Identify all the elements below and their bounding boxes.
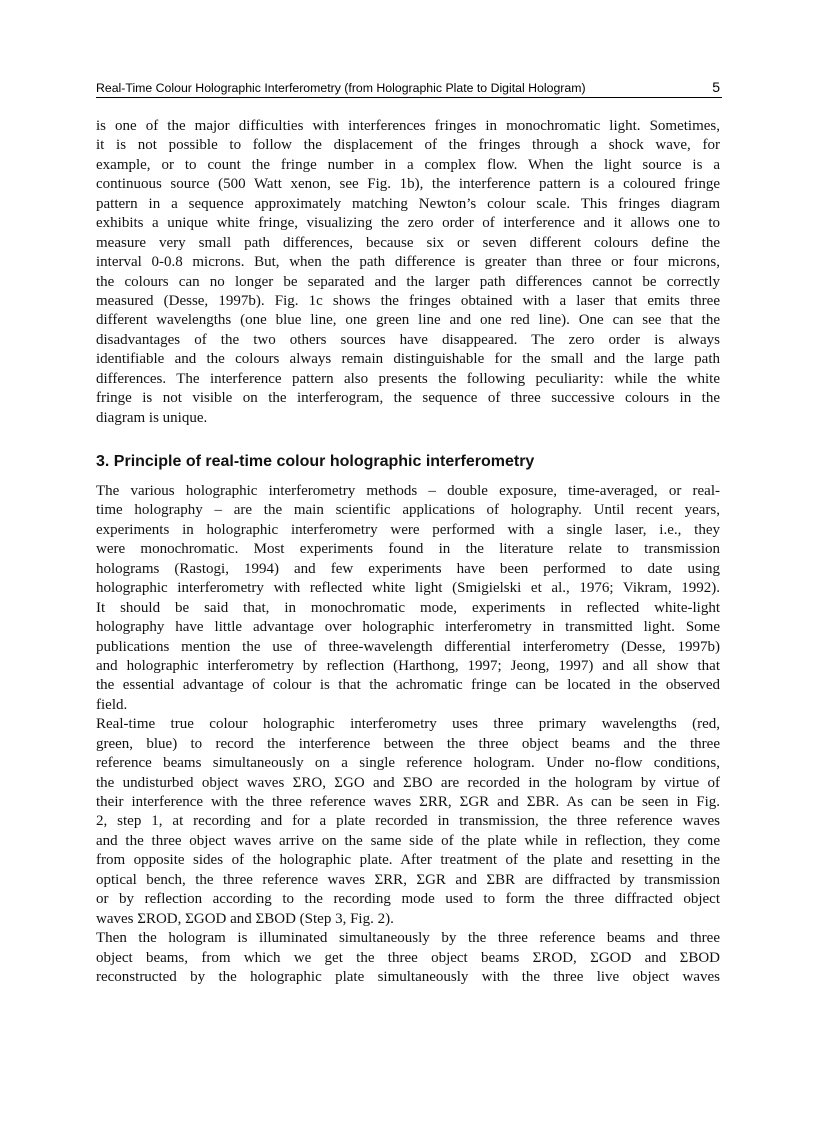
text-line: Then the hologram is illuminated simultaneously by the three reference beams and three bbox=[96, 930, 720, 947]
text-line: Real-time true colour holographic interferometry uses three primary wavelengths (red, bbox=[96, 716, 720, 733]
text-line: the undisturbed object waves ΣRO, ΣGO and ΣBO are recorded in the hologram by virtue of bbox=[96, 774, 720, 791]
text-line: The various holographic interferometry methods – double exposure, time-averaged, or real- bbox=[96, 483, 720, 499]
paragraph bbox=[96, 117, 720, 428]
page-body bbox=[96, 117, 720, 987]
running-header bbox=[96, 79, 722, 98]
text-line: waves ΣROD, ΣGOD and ΣBOD (Step 3, Fig. 2). bbox=[96, 910, 394, 927]
text-line: It should be said that, in monochromatic mode, experiments in reflected white-light bbox=[96, 599, 720, 616]
section-heading: 3. Principle of real-time colour holographic interferometry bbox=[96, 453, 535, 470]
text-line: diagram is unique. bbox=[96, 409, 208, 426]
text-line: holography have little advantage over holographic interferometry in transmitted light. Some bbox=[96, 619, 720, 636]
paragraph bbox=[96, 482, 720, 715]
text-line: different wavelengths (one blue line, one green line and one red line). One can see that the bbox=[96, 312, 720, 329]
text-line: interval 0-0.8 microns. But, when the path difference is greater than three or four microns, bbox=[96, 254, 720, 271]
text-line: experiments in holographic interferometry were performed with a single laser, i.e., they bbox=[96, 521, 720, 538]
text-line: time holography – are the main scientific applications of holography. Until recent years, bbox=[96, 502, 720, 519]
text-line: their interference with the three reference waves ΣRR, ΣGR and ΣBR. As can be seen in Fig. bbox=[96, 794, 720, 810]
text-line: optical bench, the three reference waves ΣRR, ΣGR and ΣBR are diffracted by transmission bbox=[96, 871, 720, 888]
text-line: and the three object waves arrive on the same side of the plate while in reflection, they come bbox=[96, 832, 720, 849]
text-line: fringe is not visible on the interferogram, the sequence of three successive colours in the bbox=[96, 390, 720, 407]
text-line: holographic interferometry with reflected white light (Smigielski et al., 1976; Vikram, 1992). bbox=[96, 580, 720, 597]
text-line: exhibits a unique white fringe, visualizing the zero order of interference and it allows one to bbox=[96, 215, 720, 232]
text-line: measure very small path differences, because six or seven different colours define the bbox=[96, 234, 720, 251]
text-line: or by reflection according to the recording mode used to form the three diffracted object bbox=[96, 891, 720, 908]
text-line: disadvantages of the two others sources have disappeared. The zero order is always bbox=[96, 331, 720, 348]
text-line: reconstructed by the holographic plate simultaneously with the three live object waves bbox=[96, 968, 720, 985]
header-title: Real-Time Colour Holographic Interferometry (from Holographic Plate to Digital Hologram) bbox=[96, 81, 586, 95]
text-line: measured (Desse, 1997b). Fig. 1c shows the fringes obtained with a laser that emits three bbox=[96, 292, 720, 309]
text-line: from opposite sides of the holographic plate. After treatment of the plate and resetting in the bbox=[96, 852, 720, 869]
text-line: publications mention the use of three-wavelength differential interferometry (Desse, 1997b) bbox=[96, 638, 720, 655]
text-line: identifiable and the colours always remain distinguishable for the small and the large path bbox=[96, 351, 720, 368]
text-line: pattern in a sequence approximately matching Newton’s colour scale. This fringes diagram bbox=[96, 195, 720, 212]
text-line: example, or to count the fringe number in a complex flow. When the light source is a bbox=[96, 156, 720, 173]
paragraph bbox=[96, 929, 720, 987]
text-line: and holographic interferometry by reflection (Harthong, 1997; Jeong, 1997) and all show that bbox=[96, 657, 720, 674]
text-line: continuous source (500 Watt xenon, see Fig. 1b), the interference pattern is a coloured fringe bbox=[96, 176, 720, 193]
text-line: it is not possible to follow the displacement of the fringes through a shock wave, for bbox=[96, 137, 720, 154]
text-line: object beams, from which we get the three object beams ΣROD, ΣGOD and ΣBOD bbox=[96, 949, 720, 966]
text-line: the colours can no longer be separated and the larger path differences cannot be correctly bbox=[96, 273, 720, 290]
page-number: 5 bbox=[712, 79, 720, 95]
text-line: were monochromatic. Most experiments found in the literature relate to transmission bbox=[96, 541, 720, 558]
text-line: 2, step 1, at recording and for a plate recorded in transmission, the three reference waves bbox=[96, 813, 720, 830]
text-line: field. bbox=[96, 696, 128, 713]
text-line: holograms (Rastogi, 1994) and few experiments have been performed to date using bbox=[96, 560, 720, 577]
text-line: green, blue) to record the interference between the three object beams and the three bbox=[96, 735, 720, 752]
paragraph bbox=[96, 715, 720, 929]
text-line: differences. The interference pattern also presents the following peculiarity: while the white bbox=[96, 370, 720, 387]
text-line: the essential advantage of colour is that the achromatic fringe can be located in the observed bbox=[96, 677, 720, 694]
text-line: is one of the major difficulties with interferences fringes in monochromatic light. Sometimes, bbox=[96, 118, 720, 134]
text-line: reference beams simultaneously on a single reference hologram. Under no-flow conditions, bbox=[96, 755, 720, 772]
